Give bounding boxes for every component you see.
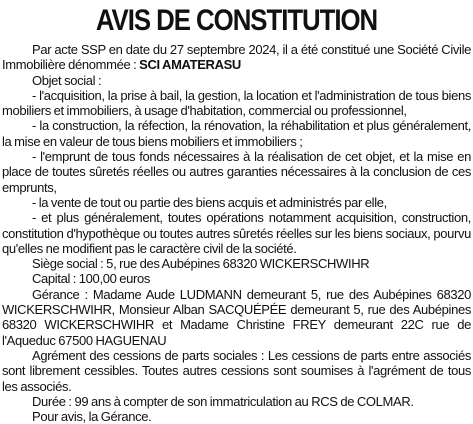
agrement: Agrément des cessions de parts sociales : Les cessions de parts entre associés sont librement cessibles. Toutes autres cessions sont soumises à l'agrément de tous les associés. [2,347,471,394]
objet-item: - la construction, la réfection, la rénovation, la réhabilitation et plus généralement, la mise en valeur de tous biens mobiliers et immobiliers ; [2,118,471,149]
objet-item: - et plus généralement, toutes opérations notamment acquisition, construction, constitution d'hypothèque ou toutes autres sûretés réelles sur les biens sociaux, pourvu qu'elles ne modifient pas le caractère civil de la société. [2,210,471,256]
notice-title: AVIS DE CONSTITUTION [95,4,378,37]
notice-body [2,42,471,424]
objet-item: - l'acquisition, la prise à bail, la gestion, la location et l'administration de tous biens mobiliers et immobiliers, à usage d'habitation, commercial ou professionnel, [2,87,471,119]
signature: Pour avis, la Gérance. [32,409,152,424]
intro-text: Par acte SSP en date du 27 septembre 2024, il a été constitué une Société Civile Immobilière dénommée : [2,42,471,73]
objet-heading: Objet social : [32,72,102,88]
objet-item: - l'emprunt de tous fonds nécessaires à la réalisation de cet objet, et la mise en place de toutes sûretés réelles ou autres garanties nécessaires à la conclusion de ces emprunts, [2,149,471,195]
objet-item: - la vente de tout ou partie des biens acquis et administrés par elle, [32,194,387,210]
company-name: SCI AMATERASU [139,57,241,73]
intro-paragraph [2,42,471,73]
capital: Capital : 100,00 euros [32,271,150,287]
duree: Durée : 99 ans à compter de son immatriculation au RCS de COLMAR. [32,393,414,409]
siege-social: Siège social : 5, rue des Aubépines 68320 WICKERSCHWIHR [32,256,370,272]
gerance: Gérance : Madame Aude LUDMANN demeurant 5, rue des Aubépines 68320 WICKERSCHWIHR, Monsieur Alban SACQUÉPÉE demeurant 5, rue des Aubépines 68320 WICKERSCHWIHR et Madame Christine FREY demeurant 22C rue de l'Aqueduc 67500 HAGUENAU [2,286,471,348]
